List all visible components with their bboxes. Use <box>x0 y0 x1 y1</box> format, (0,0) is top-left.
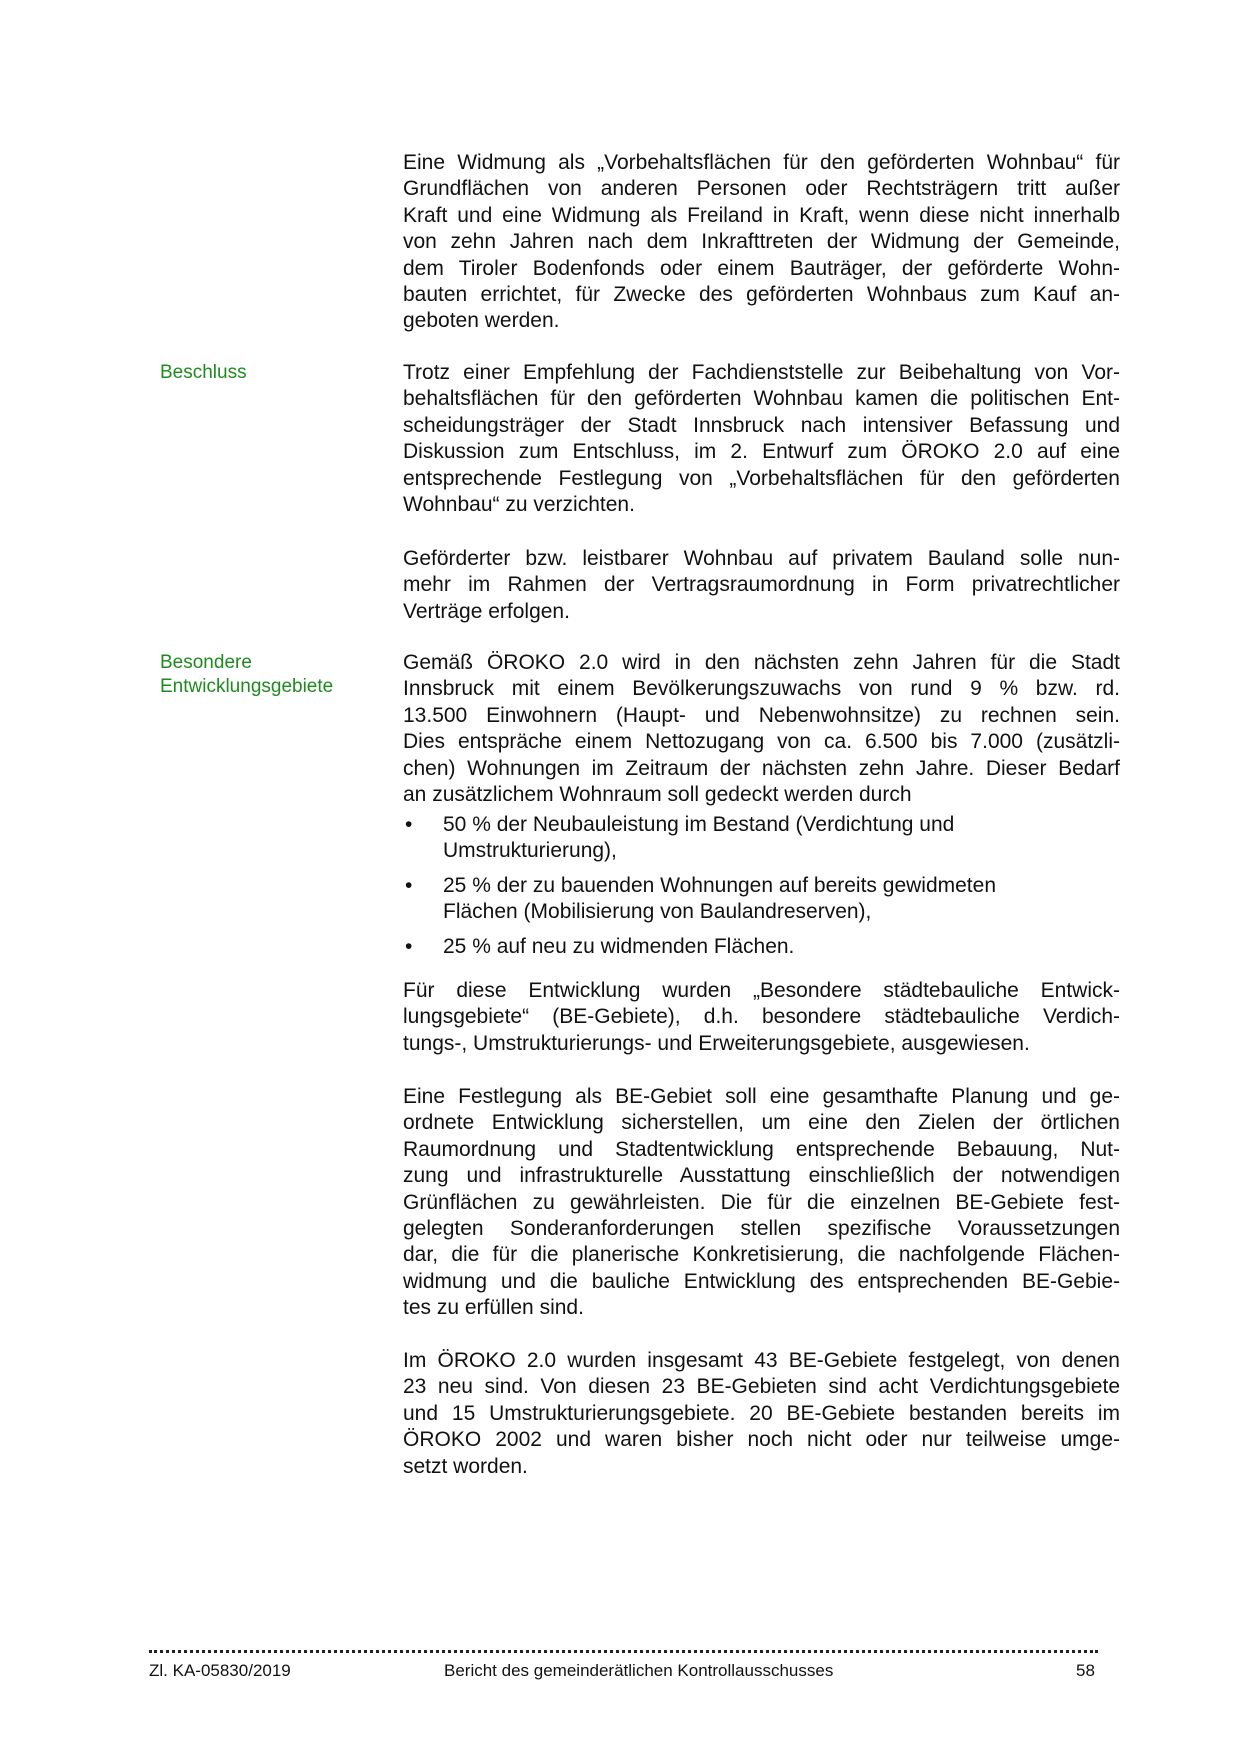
list-item-line: 50 % der Neubauleistung im Bestand (Verdichtung und <box>443 813 955 836</box>
text-line: Dies entspräche einem Nettozugang von ca. 6.500 bis 7.000 (zusätzli- <box>403 730 1120 754</box>
text-line: an zusätzlichem Wohnraum soll gedeckt werden durch <box>403 783 912 807</box>
text-line: dar, die für die planerische Konkretisierung, die nachfolgende Flächen- <box>403 1243 1120 1267</box>
text-line: mehr im Rahmen der Vertragsraumordnung in Form privatrechtlicher <box>403 573 1120 597</box>
text-line: Eine Festlegung als BE-Gebiet soll eine gesamthafte Planung und ge- <box>403 1085 1120 1108</box>
text-line: scheidungsträger der Stadt Innsbruck nach intensiver Befassung und <box>403 413 1120 437</box>
paragraph-festlegung <box>403 1084 1120 1322</box>
text-line: Kraft und eine Widmung als Freiland in Kraft, wenn diese nicht innerhalb <box>403 203 1120 227</box>
text-line: tungs-, Umstrukturierungs- und Erweiterungsgebiete, ausgewiesen. <box>403 1031 1030 1055</box>
text-line: geboten werden. <box>403 309 560 333</box>
margin-label-besondere-entwicklungsgebiete <box>160 651 333 699</box>
paragraph-beschluss <box>403 360 1120 518</box>
text-line: gelegten Sonderanforderungen stellen spezifische Voraussetzungen <box>403 1217 1120 1241</box>
text-line: Innsbruck mit einem Bevölkerungszuwachs von rund 9 % bzw. rd. <box>403 677 1120 701</box>
text-line: Grünflächen zu gewährleisten. Die für die einzelnen BE-Gebiete fest- <box>403 1190 1120 1214</box>
text-line: Geförderter bzw. leistbarer Wohnbau auf privatem Bauland solle nun- <box>403 547 1120 570</box>
footer-divider <box>149 1650 1098 1653</box>
text-line: zung und infrastrukturelle Ausstattung einschließlich der notwendigen <box>403 1164 1120 1188</box>
text-line: dem Tiroler Bodenfonds oder einem Bauträger, der geförderte Wohn- <box>403 256 1120 280</box>
list-item-line: 25 % auf neu zu widmenden Flächen. <box>443 934 795 958</box>
text-line: widmung und die bauliche Entwicklung des entsprechenden BE-Gebie- <box>403 1269 1120 1293</box>
text-line: Trotz einer Empfehlung der Fachdienststelle zur Beibehaltung von Vor- <box>403 361 1120 384</box>
list-item <box>403 812 1043 865</box>
margin-label-line: Entwicklungsgebiete <box>160 676 334 697</box>
text-line: Wohnbau“ zu verzichten. <box>403 493 635 517</box>
bullet-icon: • <box>405 873 413 897</box>
text-line: Verträge erfolgen. <box>403 599 570 623</box>
text-line: lungsgebiete“ (BE-Gebiete), d.h. besondere städtebauliche Verdich- <box>403 1005 1120 1029</box>
text-line: von zehn Jahren nach dem Inkrafttreten der Widmung der Gemeinde, <box>403 230 1120 254</box>
text-line: Für diese Entwicklung wurden „Besondere städtebauliche Entwick- <box>403 979 1120 1002</box>
text-line: behaltsflächen für den geförderten Wohnbau kamen die politischen Ent- <box>403 387 1120 411</box>
bullet-icon: • <box>405 934 413 958</box>
text-line: tes zu erfüllen sind. <box>403 1296 584 1320</box>
text-line: Diskussion zum Entschluss, im 2. Entwurf zum ÖROKO 2.0 auf eine <box>403 440 1120 464</box>
paragraph-vertragsraumordnung <box>403 546 1120 625</box>
footer-page-number: 58 <box>1076 1661 1095 1680</box>
list-item-line: Umstrukturierung), <box>443 839 617 863</box>
footer-title: Bericht des gemeinderätlichen Kontrollausschusses <box>444 1661 834 1680</box>
text-line: Grundflächen von anderen Personen oder Rechtsträgern tritt außer <box>403 177 1120 201</box>
paragraph-widmung <box>403 150 1120 335</box>
text-line: ÖROKO 2002 und waren bisher noch nicht oder nur teilweise umge- <box>403 1428 1120 1452</box>
text-line: Raumordnung und Stadtentwicklung entsprechende Bebauung, Nut- <box>403 1137 1120 1161</box>
text-line: Gemäß ÖROKO 2.0 wird in den nächsten zehn Jahren für die Stadt <box>403 651 1120 674</box>
paragraph-be-gebiete <box>403 978 1120 1057</box>
margin-label-beschluss: Beschluss <box>160 362 247 383</box>
text-line: 13.500 Einwohnern (Haupt- und Nebenwohnsitze) zu rechnen sein. <box>403 703 1120 727</box>
text-line: Eine Widmung als „Vorbehaltsflächen für den geförderten Wohnbau“ für <box>403 151 1120 174</box>
text-line: und 15 Umstrukturierungsgebiete. 20 BE-Gebiete bestanden bereits im <box>403 1401 1120 1425</box>
bullet-list <box>403 812 1043 968</box>
text-line: setzt worden. <box>403 1454 528 1478</box>
text-line: 23 neu sind. Von diesen 23 BE-Gebieten sind acht Verdichtungsgebiete <box>403 1375 1120 1399</box>
paragraph-bevoelkerungszuwachs <box>403 650 1120 808</box>
bullet-icon: • <box>405 813 413 836</box>
margin-label-line: Besondere <box>160 652 252 673</box>
footer-reference: Zl. KA-05830/2019 <box>149 1661 291 1680</box>
list-item <box>403 873 1043 926</box>
list-item-line: Flächen (Mobilisierung von Baulandreserven), <box>443 900 872 924</box>
text-line: chen) Wohnungen im Zeitraum der nächsten zehn Jahre. Dieser Bedarf <box>403 756 1120 780</box>
list-item <box>403 934 1043 960</box>
text-line: Im ÖROKO 2.0 wurden insgesamt 43 BE-Gebiete festgelegt, von denen <box>403 1349 1120 1372</box>
text-line: entsprechende Festlegung von „Vorbehaltsflächen für den geförderten <box>403 466 1120 490</box>
paragraph-oeroko-anzahl <box>403 1348 1120 1480</box>
list-item-line: 25 % der zu bauenden Wohnungen auf bereits gewidmeten <box>443 873 997 897</box>
text-line: ordnete Entwicklung sicherstellen, um eine den Zielen der örtlichen <box>403 1111 1120 1135</box>
text-line: bauten errichtet, für Zwecke des geförderten Wohnbaus zum Kauf an- <box>403 283 1120 307</box>
